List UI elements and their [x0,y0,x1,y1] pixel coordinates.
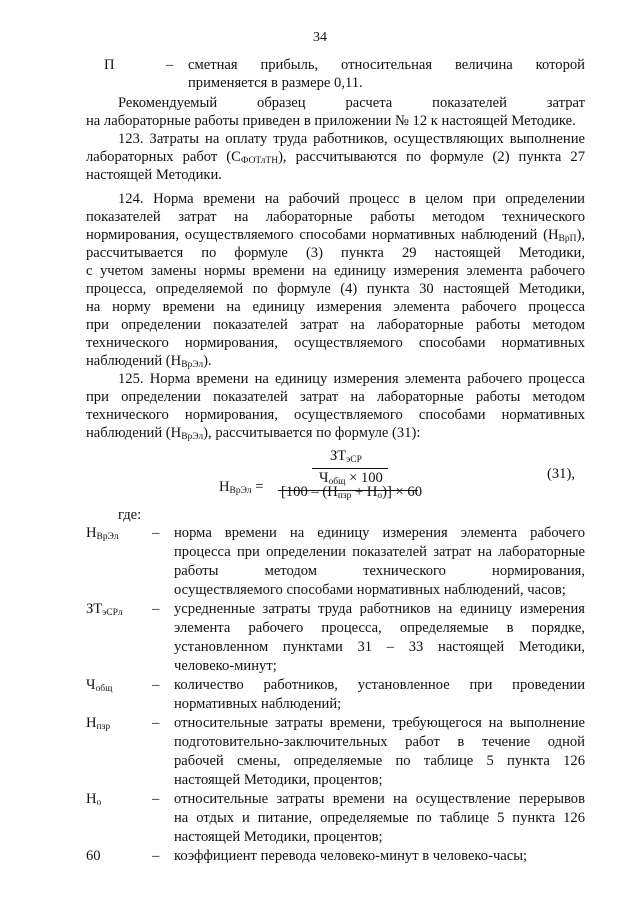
symbol-p-line2: применяется в размере 0,11. [188,75,363,91]
para-125-line4: наблюдений $(Н_{ВрЭл})$, рассчитывается по формуле (31): [86,425,421,442]
formula-top-term: $ЗТ_{эСР}$ [330,448,362,465]
para-recommended-line1: Рекомендуемый образец расчета показателей затрат [118,95,585,111]
para-124-line2: показателей затрат на лабораторные работы методом технического [86,209,585,225]
def-symbol-npzr: $Н_{пзр}$ [86,715,111,732]
def-dash: – [152,791,160,807]
para-125-line3: технического нормирования, осуществляемого способами нормативных [86,407,585,423]
def-text-60: коэффициент перевода человеко-минут в человеко-часы; [174,848,528,864]
para-123-line2: лабораторных работ $(С_{ФОТлТН})$, рассчитываются по формуле (2) пункта 27 [86,149,585,166]
def-text-chobsh: количество работников, установленное при проведении нормативных наблюдений; [174,677,585,712]
para-125-line2: при определении показателей затрат на лабораторные работы методом [86,389,585,405]
symbol-p: П [104,57,115,73]
symbol-p-dash: – [166,57,174,73]
def-symbol-chobsh: $Ч_{общ}$ [86,677,113,694]
def-dash: – [152,601,160,617]
def-text-ztesr: усредненные затраты труда работников на единицу измерения элемента рабочего процесса, определяемые в порядке, установленном пунктами 31 – 33 настоящей Методики, человеко-минут; [174,601,585,674]
para-123-line1: 123. Затраты на оплату труда работников, осуществляющих выполнение [118,131,585,147]
para-124-line5: с учетом замены нормы времени на единицу измерения элемента рабочего [86,263,585,279]
where-label: где: [118,507,142,523]
para-124-line7: на норму времени на единицу измерения элемента рабочего процесса [86,299,585,315]
para-125-line1: 125. Норма времени на единицу измерения элемента рабочего процесса [118,371,585,387]
formula-middle-term: $Ч_{общ} \times 100$ [319,470,383,487]
para-124-line6: процесса, определяемой по формуле (4) пункта 30 настоящей Методики, [86,281,585,297]
formula-inner-fraction-bar [312,468,388,469]
def-text-no: относительные затраты времени на осуществление перерывов на отдых и питание, определяемые по таблице 5 пункта 126 настоящей Методики, процентов; [174,791,585,845]
para-124-line9: технического нормирования, осуществляемого способами нормативных [86,335,585,351]
para-124-line1: 124. Норма времени на рабочий процесс в целом при определении [118,191,585,207]
para-124-line3: нормирования, осуществляемого способами нормативных наблюдений $(Н_{ВрП})$, [86,227,585,244]
def-dash: – [152,715,160,731]
def-dash: – [152,525,160,541]
page-number: 34 [313,30,327,45]
def-dash: – [152,677,160,693]
symbol-p-line1: сметная прибыль, относительная величина которой [188,57,585,73]
formula-denominator: $[100 - (Н_{пзр} + Н_о)] \times 60$ [281,484,423,501]
para-124-line4: рассчитывается по формуле (3) пункта 29 настоящей Методики, [86,245,585,261]
def-text-nvrel: норма времени на единицу измерения элемента рабочего процесса при определении показателей затрат на лабораторные работы методом технического нормирования, осуществляемого способами нормативных наблюдений, часов; [174,525,585,598]
para-124-line8: при определении показателей затрат на лабораторные работы методом [86,317,585,333]
def-symbol-nvrel: $Н_{ВрЭл}$ [86,525,119,542]
def-symbol-ztesr: $ЗТ_{эСРл}$ [86,601,123,618]
para-124-line10: наблюдений $(Н_{ВрЭл})$. [86,353,212,370]
para-recommended-line2: на лабораторные работы приведен в приложении № 12 к настоящей Методике. [86,113,576,129]
def-text-npzr: относительные затраты времени, требующегося на выполнение подготовительно-заключительных работ в течение одной рабочей смены, определяемые по таблице 5 пункта 126 настоящей Методики, процентов; [174,715,585,788]
def-symbol-60: 60 [86,848,101,864]
para-123-line3: настоящей Методики. [86,167,222,183]
formula-number: (31), [547,466,575,482]
def-dash: – [152,848,160,864]
formula-lhs: $Н_{ВрЭл}$ = [219,479,264,496]
def-symbol-no: $Н_о$ [86,791,102,808]
